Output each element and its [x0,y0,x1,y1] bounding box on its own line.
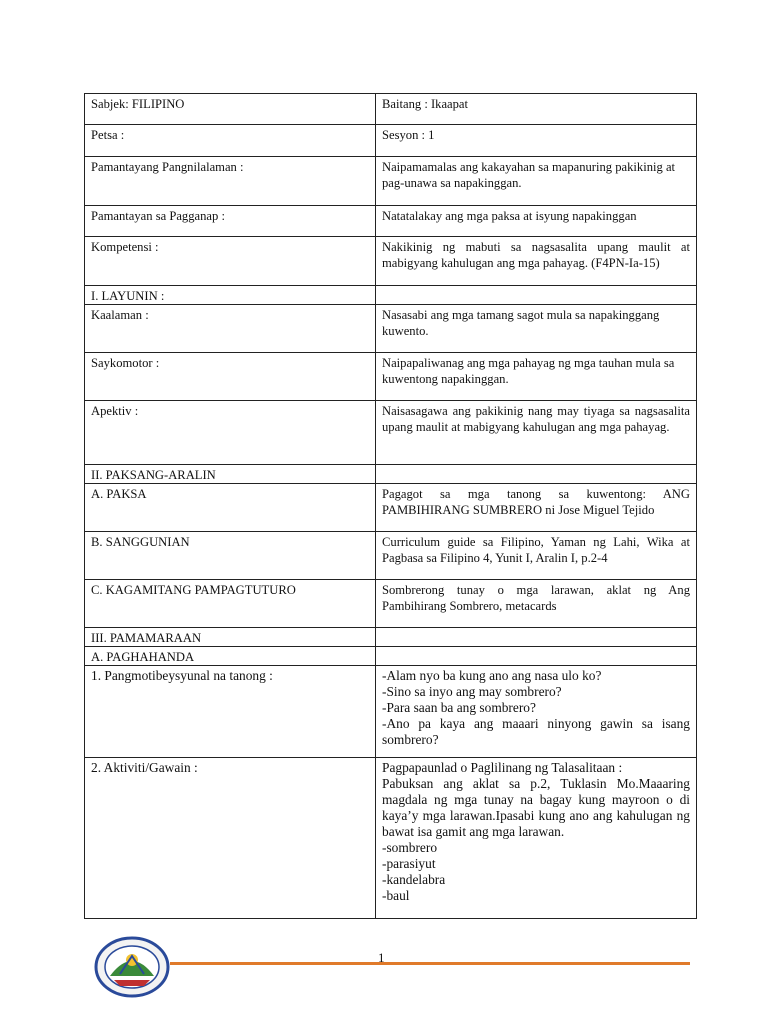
list-item: -parasiyut [382,856,436,871]
table-row [85,401,697,465]
list-item: -Ano pa kaya ang maaari ninyong gawin sa isang sombrero? [382,716,690,747]
motivation-questions [376,666,697,758]
empty-cell [376,628,697,647]
table-row [85,125,697,157]
preparation-label: A. PAGHAHANDA [85,647,376,666]
empty-cell [376,465,697,484]
objectives-header: I. LAYUNIN : [85,286,376,305]
subject-matter-header: II. PAKSANG-ARALIN [85,465,376,484]
empty-cell [376,647,697,666]
table-row [85,484,697,532]
table-row [85,206,697,237]
table-row [85,353,697,401]
deped-seal-icon [94,936,170,998]
table-row [85,94,697,125]
procedure-header: III. PAMAMARAAN [85,628,376,647]
table-row [85,157,697,206]
empty-cell [376,286,697,305]
table-row [85,628,697,647]
content-standard-value: Naipamamalas ang kakayahan sa mapanuring pakikinig at pag-unawa sa napakinggan. [376,157,697,206]
affective-label: Apektiv : [85,401,376,465]
knowledge-label: Kaalaman : [85,305,376,353]
session-label: Sesyon : 1 [376,125,697,157]
affective-value: Naisasagawa ang pakikinig nang may tiyaga sa nagsasalita upang maulit at mabigyang kahulugan ang mga pahayag. [376,401,697,465]
list-item: -kandelabra [382,872,446,887]
table-row [85,305,697,353]
subject-label: Sabjek: FILIPINO [85,94,376,125]
activity-title: Pagpapaunlad o Paglilinang ng Talasalitaan : [382,760,623,775]
reference-label: B. SANGGUNIAN [85,532,376,580]
materials-value: Sombrerong tunay o mga larawan, aklat ng Ang Pambihirang Sombrero, metacards [376,580,697,628]
table-row [85,237,697,286]
competency-value: Nakikinig ng mabuti sa nagsasalita upang maulit at mabigyang kahulugan ang mga pahayag. (F4PN-Ia-15) [376,237,697,286]
table-row [85,666,697,758]
table-row [85,465,697,484]
reference-value: Curriculum guide sa Filipino, Yaman ng Lahi, Wika at Pagbasa sa Filipino 4, Yunit I, Aralin I, p.2-4 [376,532,697,580]
activity-body: Pabuksan ang aklat sa p.2, Tuklasin Mo.Maaaring magdala ng mga tunay na bagay kung mayroon o di kaya’y mga larawan.Ipasabi kung ano ang kahulugan ng bawat isa gamit ang mga larawan. [382,776,690,839]
list-item: -Alam nyo ba kung ano ang nasa ulo ko? [382,668,602,683]
content-standard-label: Pamantayang Pangnilalaman : [85,157,376,206]
list-item: -baul [382,888,410,903]
table-row [85,532,697,580]
page-number: 1 [378,950,385,965]
topic-label: A. PAKSA [85,484,376,532]
footer-divider [170,962,690,965]
list-item: -sombrero [382,840,438,855]
table-row [85,758,697,919]
psychomotor-value: Naipapaliwanag ang mga pahayag ng mga tauhan mula sa kuwentong napakinggan. [376,353,697,401]
topic-value: Pagagot sa mga tanong sa kuwentong: ANG PAMBIHIRANG SUMBRERO ni Jose Miguel Tejido [376,484,697,532]
list-item: -Para saan ba ang sombrero? [382,700,536,715]
motivation-label: 1. Pangmotibeysyunal na tanong : [85,666,376,758]
grade-label: Baitang : Ikaapat [376,94,697,125]
activity-label: 2. Aktiviti/Gawain : [85,758,376,919]
knowledge-value: Nasasabi ang mga tamang sagot mula sa napakinggang kuwento. [376,305,697,353]
performance-standard-label: Pamantayan sa Pagganap : [85,206,376,237]
date-label: Petsa : [85,125,376,157]
table-row [85,286,697,305]
psychomotor-label: Saykomotor : [85,353,376,401]
table-row [85,580,697,628]
materials-label: C. KAGAMITANG PAMPAGTUTURO [85,580,376,628]
activity-content [376,758,697,919]
table-row [85,647,697,666]
lesson-plan-table [84,93,697,919]
performance-standard-value: Natatalakay ang mga paksa at isyung napakinggan [376,206,697,237]
list-item: -Sino sa inyo ang may sombrero? [382,684,562,699]
competency-label: Kompetensi : [85,237,376,286]
